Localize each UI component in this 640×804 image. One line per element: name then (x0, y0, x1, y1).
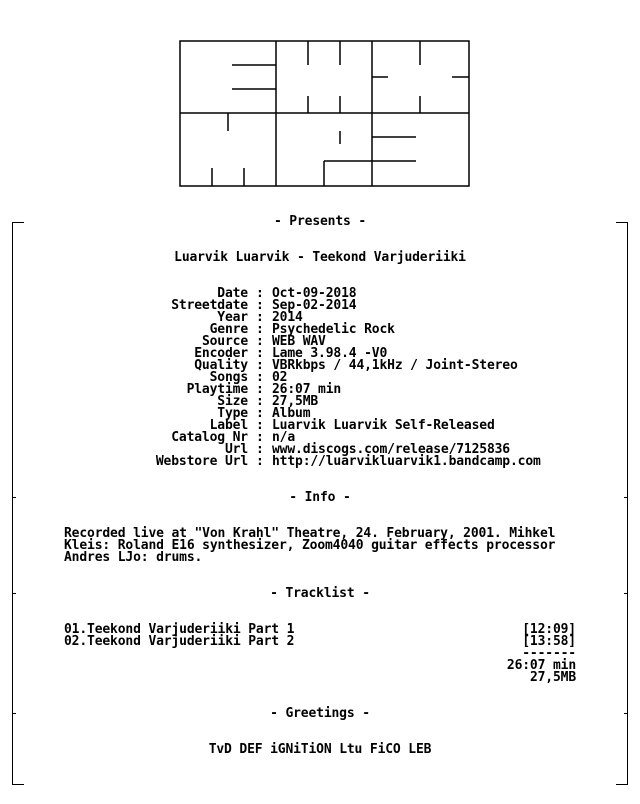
total-playtime: 26:07 min (506, 658, 576, 673)
detail-value: VBRkbps / 44,1kHz / Joint-Stereo (272, 358, 518, 373)
detail-key: Webstore Url (155, 454, 248, 469)
detail-separator: : (256, 418, 264, 433)
greetings-text: TvD DEF iGNiTiON Ltu FiCO LEB (208, 742, 432, 757)
detail-row (0, 384, 640, 396)
section-heading-tracklist: - Tracklist - (270, 586, 370, 601)
track-title: 01.Teekond Varjuderiiki Part 1 (64, 622, 295, 637)
detail-key: Label (209, 418, 248, 433)
detail-value: 27,5MB (272, 394, 319, 409)
detail-separator: : (256, 370, 264, 385)
detail-value: http://luarvikluarvik1.bandcamp.com (272, 454, 541, 469)
detail-separator: : (256, 454, 264, 469)
detail-value: 2014 (272, 310, 303, 325)
detail-separator: : (256, 310, 264, 325)
detail-row (0, 420, 640, 432)
detail-separator: : (256, 346, 264, 361)
detail-row (0, 456, 640, 468)
emx-mp3-logo (179, 40, 470, 187)
detail-separator: : (256, 406, 264, 421)
detail-separator: : (256, 298, 264, 313)
detail-key: Genre (209, 322, 248, 337)
detail-key: Encoder (194, 346, 248, 361)
detail-row (0, 300, 640, 312)
detail-separator: : (256, 358, 264, 373)
detail-separator: : (256, 394, 264, 409)
detail-value: 02 (272, 370, 288, 385)
detail-separator: : (256, 334, 264, 349)
track-title: 02.Teekond Varjuderiiki Part 2 (64, 634, 295, 649)
detail-key: Year (217, 310, 248, 325)
detail-value: Lame 3.98.4 -V0 (272, 346, 388, 361)
detail-value: Oct-09-2018 (272, 286, 357, 301)
frame-left-bottom-tick (12, 784, 24, 785)
detail-key: Streetdate (171, 298, 248, 313)
detail-key: Quality (194, 358, 248, 373)
detail-value: www.discogs.com/release/7125836 (272, 442, 510, 457)
detail-value: Album (272, 406, 311, 421)
detail-value: 26:07 min (272, 382, 342, 397)
section-heading-presents: - Presents - (273, 214, 367, 229)
section-heading-greetings: - Greetings - (270, 706, 370, 721)
info-line: Kleis: Roland E16 synthesizer, Zoom4040 guitar effects processor (64, 538, 556, 553)
detail-separator: : (256, 322, 264, 337)
detail-key: Url (224, 442, 248, 457)
detail-row (0, 360, 640, 372)
detail-key: Playtime (186, 382, 248, 397)
detail-separator: : (256, 382, 264, 397)
section-heading-info: - Info - (289, 490, 351, 505)
totals-rule: ------- (522, 646, 576, 661)
detail-key: Type (217, 406, 248, 421)
track-duration: [13:58] (522, 634, 576, 649)
detail-value: WEB WAV (272, 334, 326, 349)
detail-key: Songs (209, 370, 248, 385)
detail-value: Sep-02-2014 (272, 298, 357, 313)
detail-separator: : (256, 286, 264, 301)
info-line: Recorded live at "Von Krahl" Theatre, 24. February, 2001. Mihkel (64, 526, 556, 541)
detail-key: Source (201, 334, 248, 349)
release-title: Luarvik Luarvik - Teekond Varjuderiiki (174, 250, 466, 265)
detail-separator: : (256, 442, 264, 457)
detail-separator: : (256, 430, 264, 445)
frame-right-bottom-tick (616, 784, 628, 785)
track-row (64, 636, 576, 648)
track-duration: [12:09] (522, 622, 576, 637)
detail-value: n/a (272, 430, 296, 445)
total-size: 27,5MB (529, 670, 576, 685)
info-line: Andres LJo: drums. (64, 550, 203, 565)
detail-key: Catalog Nr (171, 430, 248, 445)
detail-key: Date (217, 286, 248, 301)
detail-value: Psychedelic Rock (272, 322, 395, 337)
detail-row (0, 396, 640, 408)
detail-value: Luarvik Luarvik Self-Released (272, 418, 495, 433)
detail-key: Size (217, 394, 248, 409)
